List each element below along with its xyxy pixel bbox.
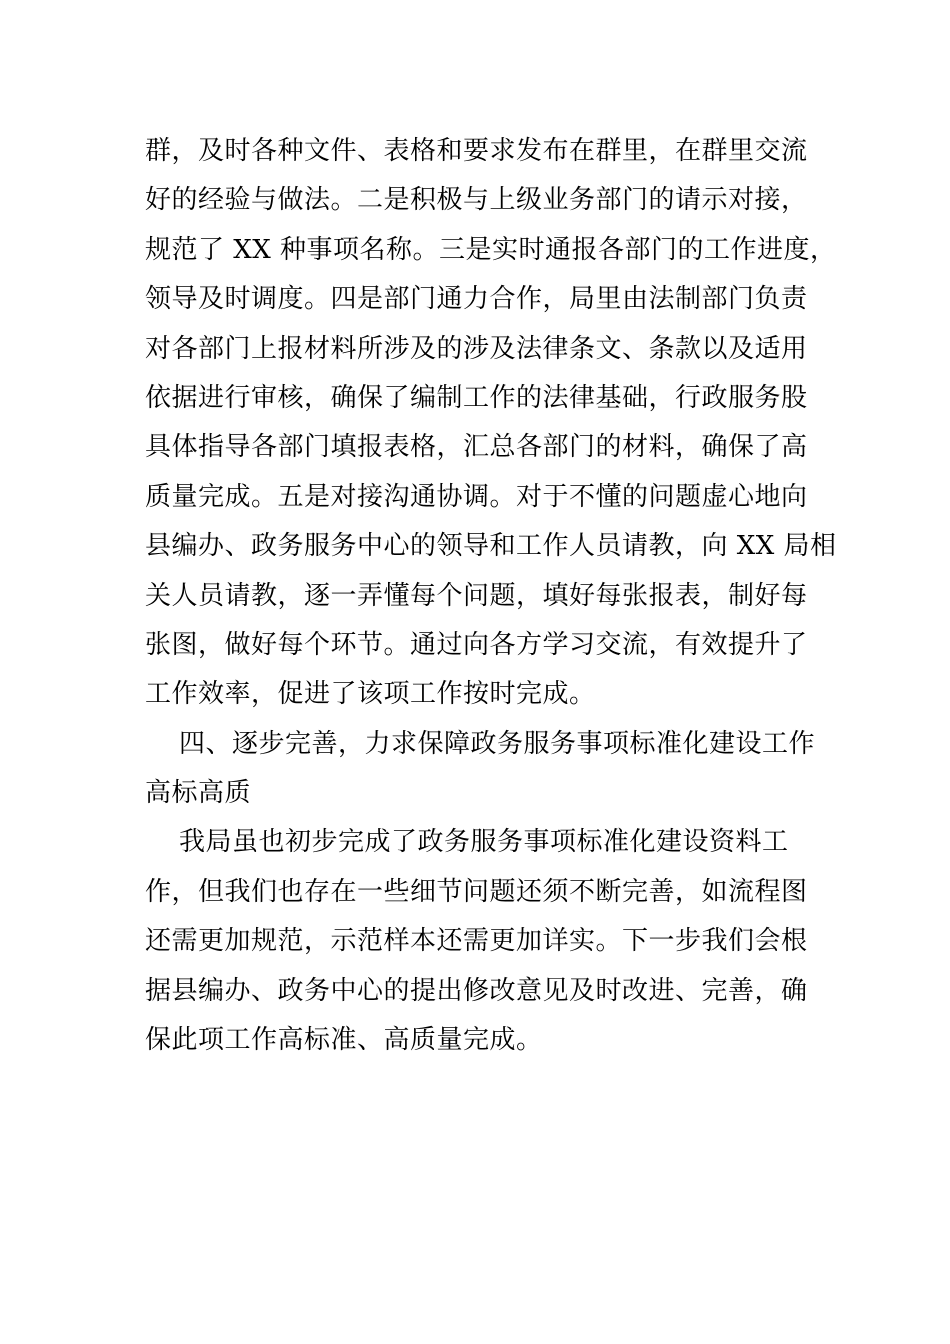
text-line: 对各部门上报材料所涉及的涉及法律条文、条款以及适用 bbox=[145, 333, 808, 364]
text-line: 具体指导各部门填报表格，汇总各部门的材料，确保了高 bbox=[145, 432, 808, 463]
text-line: 我局虽也初步完成了政务服务事项标准化建设资料工 bbox=[179, 827, 789, 858]
text-line: 张图，做好每个环节。通过向各方学习交流，有效提升了 bbox=[145, 629, 808, 660]
document-body bbox=[145, 127, 837, 1065]
closing-paragraph bbox=[145, 818, 810, 1065]
text-line: 规范了 XX 种事项名称。三是实时通报各部门的工作进度， bbox=[145, 234, 837, 265]
section-heading bbox=[145, 720, 816, 819]
text-line: 县编办、政务服务中心的领导和工作人员请教，向 XX 局相 bbox=[145, 531, 837, 562]
text-line: 领导及时调度。四是部门通力合作，局里由法制部门负责 bbox=[145, 284, 808, 315]
text-line: 还需更加规范，示范样本还需更加详实。下一步我们会根 bbox=[145, 926, 808, 957]
text-line: 依据进行审核，确保了编制工作的法律基础，行政服务股 bbox=[145, 382, 808, 413]
text-line: 据县编办、政务中心的提出修改意见及时改进、完善，确 bbox=[145, 975, 808, 1006]
paragraph-continued bbox=[145, 127, 837, 720]
heading-line: 四、逐步完善，力求保障政务服务事项标准化建设工作 bbox=[179, 728, 816, 759]
text-line: 工作效率，促进了该项工作按时完成。 bbox=[145, 679, 596, 710]
text-line: 关人员请教，逐一弄懂每个问题，填好每张报表，制好每 bbox=[145, 580, 808, 611]
text-line: 作，但我们也存在一些细节问题还须不断完善，如流程图 bbox=[145, 876, 808, 907]
heading-line: 高标高质 bbox=[145, 778, 252, 809]
text-line: 质量完成。五是对接沟通协调。对于不懂的问题虚心地向 bbox=[145, 481, 808, 512]
text-line: 群，及时各种文件、表格和要求发布在群里，在群里交流 bbox=[145, 136, 808, 166]
text-line: 保此项工作高标准、高质量完成。 bbox=[145, 1025, 543, 1056]
text-line: 好的经验与做法。二是积极与上级业务部门的请示对接， bbox=[145, 185, 808, 216]
